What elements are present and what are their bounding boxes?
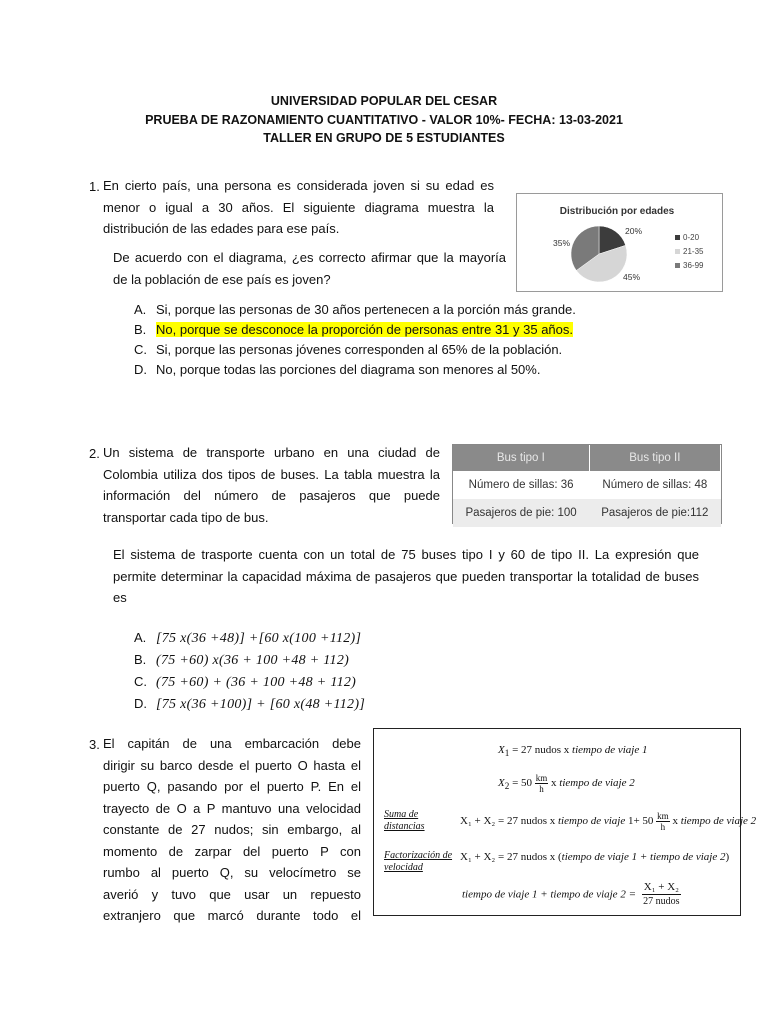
option-letter: D. [134,362,147,377]
pie-data-label: 45% [623,272,641,282]
fraction-den: h [660,822,666,832]
table-header-bus-1: Bus tipo I [453,445,589,471]
table-cell: Pasajeros de pie: 100 [453,499,589,527]
q3-line: averió y tuvo que usar un repuesto [103,886,361,902]
option-text-highlighted: No, porque se desconoce la proporción de personas entre 31 y 35 años. [156,322,573,337]
option-text: No, porque todas las porciones del diagrama son menores al 50%. [156,362,541,377]
fraction-num: km [657,811,669,821]
formula-x1 [498,744,648,758]
chart-legend [675,233,704,270]
formula-time-sum [462,881,681,908]
option-expression: (75 +60) x(36 + 100 +48 + 112) [156,653,350,668]
q3-line: rumbo al puerto Q, su velocímetro se [103,865,361,880]
q3-line: constante de 27 nudos; sin embargo, al [103,822,361,837]
formula-box [373,728,757,916]
q2-question: El sistema de trasporte cuenta con un total de 75 buses tipo I y 60 de tipo II. La expresión que permite determinar la capacidad máxima de pasajeros que pueden transportar la totalidad de buses es [113,547,699,605]
option-expression: [75 x(36 +48)] +[60 x(100 +112)] [156,631,362,646]
q2-number: 2. [89,446,100,461]
fraction-den: h [539,784,544,794]
header-workshop: TALLER EN GRUPO DE 5 ESTUDIANTES [263,131,505,145]
option-letter: A. [134,630,147,645]
option-letter: B. [134,322,147,337]
var-x: X [498,744,505,756]
subscript: 1 [504,748,510,759]
formula-italic: tiempo de viaje 2 [559,777,635,790]
option-letter: C. [134,342,147,357]
chart-title: Distribución por edades [559,206,675,217]
q3-line: El capitán de una embarcación debe [103,736,361,751]
option-letter: B. [134,652,147,667]
fraction-km-h [535,773,549,794]
fraction-den: 27 nudos [643,896,680,907]
var-x: X [498,777,505,790]
formula-text: X₁ + X₂ = 27 nudos x [460,815,558,828]
q1-number: 1. [89,179,100,194]
formula-text: 1+ 50 [625,815,654,828]
fraction-num: km [535,773,548,783]
option-text: Si, porque las personas jóvenes corresponden al 65% de la población. [156,342,563,357]
q1-option-d[interactable] [134,360,576,380]
legend-label: 36-99 [683,261,704,270]
option-letter: D. [134,696,147,711]
label-suma-distancias: Suma de distancias [384,809,425,832]
legend-label: 21-35 [683,247,704,256]
q3-number: 3. [89,737,100,752]
q3-line: puerto Q, pasando por el puerto P. En el [103,779,361,794]
fraction-distance-speed [642,881,681,908]
header-university: UNIVERSIDAD POPULAR DEL CESAR [270,94,498,108]
q1-option-a[interactable] [134,300,576,320]
formula-italic: tiempo de viaje 1 + tiempo de viaje 2 [561,851,726,863]
q3-line: trayecto de O a P mantuvo una velocidad [103,800,361,816]
q2-options [134,627,365,715]
formula-text: = 50 [509,777,533,790]
q1-option-c[interactable] [134,340,576,360]
option-expression: (75 +60) + (36 + 100 +48 + 112) [156,675,357,690]
q3-line: dirigir su barco desde el puerto O hasta el [103,757,361,773]
formula-italic: tiempo de viaje 1 [572,744,648,756]
pie-slices [571,226,627,282]
formula-italic: tiempo de viaje [558,815,626,828]
fraction-km-h [656,811,670,832]
legend-label: 0-20 [683,233,700,242]
q3-line: extranjero que marcó durante todo el [103,908,361,923]
formula-italic: tiempo de viaje 2 [680,815,757,828]
pie-data-label: 20% [625,226,643,236]
bus-table-frame [452,444,722,524]
age-distribution-chart [516,193,723,292]
q1-options [134,300,576,380]
q2-option-a[interactable] [134,627,365,649]
q2-intro: Un sistema de transporte urbano en una ciudad de Colombia utiliza dos tipos de buses. La tabla muestra la información del número de pasajeros que puede transportar cada tipo de bus. [103,445,440,525]
table-cell: Pasajeros de pie:112 [589,499,720,527]
label-factorizacion-velocidad: Factorización de velocidad [384,850,453,873]
header-test-title: PRUEBA DE RAZONAMIENTO CUANTITATIVO - VALOR 10%- FECHA: 13-03-2021 [145,113,623,127]
formula-text: = 27 nudos x [509,744,573,756]
formula-x2 [498,773,635,794]
table-cell: Número de sillas: 36 [468,479,574,491]
fraction-num: X₁ + X₂ [643,881,680,893]
pie-chart-svg [517,194,722,291]
pie-data-label: 35% [553,238,571,248]
formula-sum [460,811,756,832]
option-letter: A. [134,302,147,317]
q3-text [103,733,361,927]
formula-italic: tiempo de viaje 1 + tiempo de viaje 2 = [462,888,636,901]
formula-text: ) [725,851,730,863]
option-expression: [75 x(36 +100)] + [60 x(48 +112)] [156,697,366,712]
q2-option-d[interactable] [134,693,365,715]
legend-swatch [675,235,680,240]
option-text: Si, porque las personas de 30 años pertenecen a la porción más grande. [156,302,576,317]
q1-question: De acuerdo con el diagrama, ¿es correcto afirmar que la mayoría de la población de ese país es joven? [113,250,506,287]
formula-text: X₁ + X₂ = 27 nudos x ( [460,851,562,863]
formula-factorization [460,851,729,863]
q2-option-b[interactable] [134,649,365,671]
formula-text: x [548,777,560,790]
subscript: 2 [504,781,510,792]
table-cell: Número de sillas: 48 [602,479,708,491]
option-letter: C. [134,674,147,689]
q1-option-b[interactable] [134,320,576,340]
formula-text: x [669,815,681,828]
legend-swatch [675,263,680,268]
legend-swatch [675,249,680,254]
bus-table [453,445,721,527]
q2-option-c[interactable] [134,671,365,693]
q3-line: momento de zarpar del puerto P con [103,843,361,859]
table-header-bus-2: Bus tipo II [589,445,720,471]
q1-intro-text: En cierto país, una persona es considerada joven si su edad es menor o igual a 30 años. El siguiente diagrama muestra la distribución de las edades para ese país. [103,178,494,236]
